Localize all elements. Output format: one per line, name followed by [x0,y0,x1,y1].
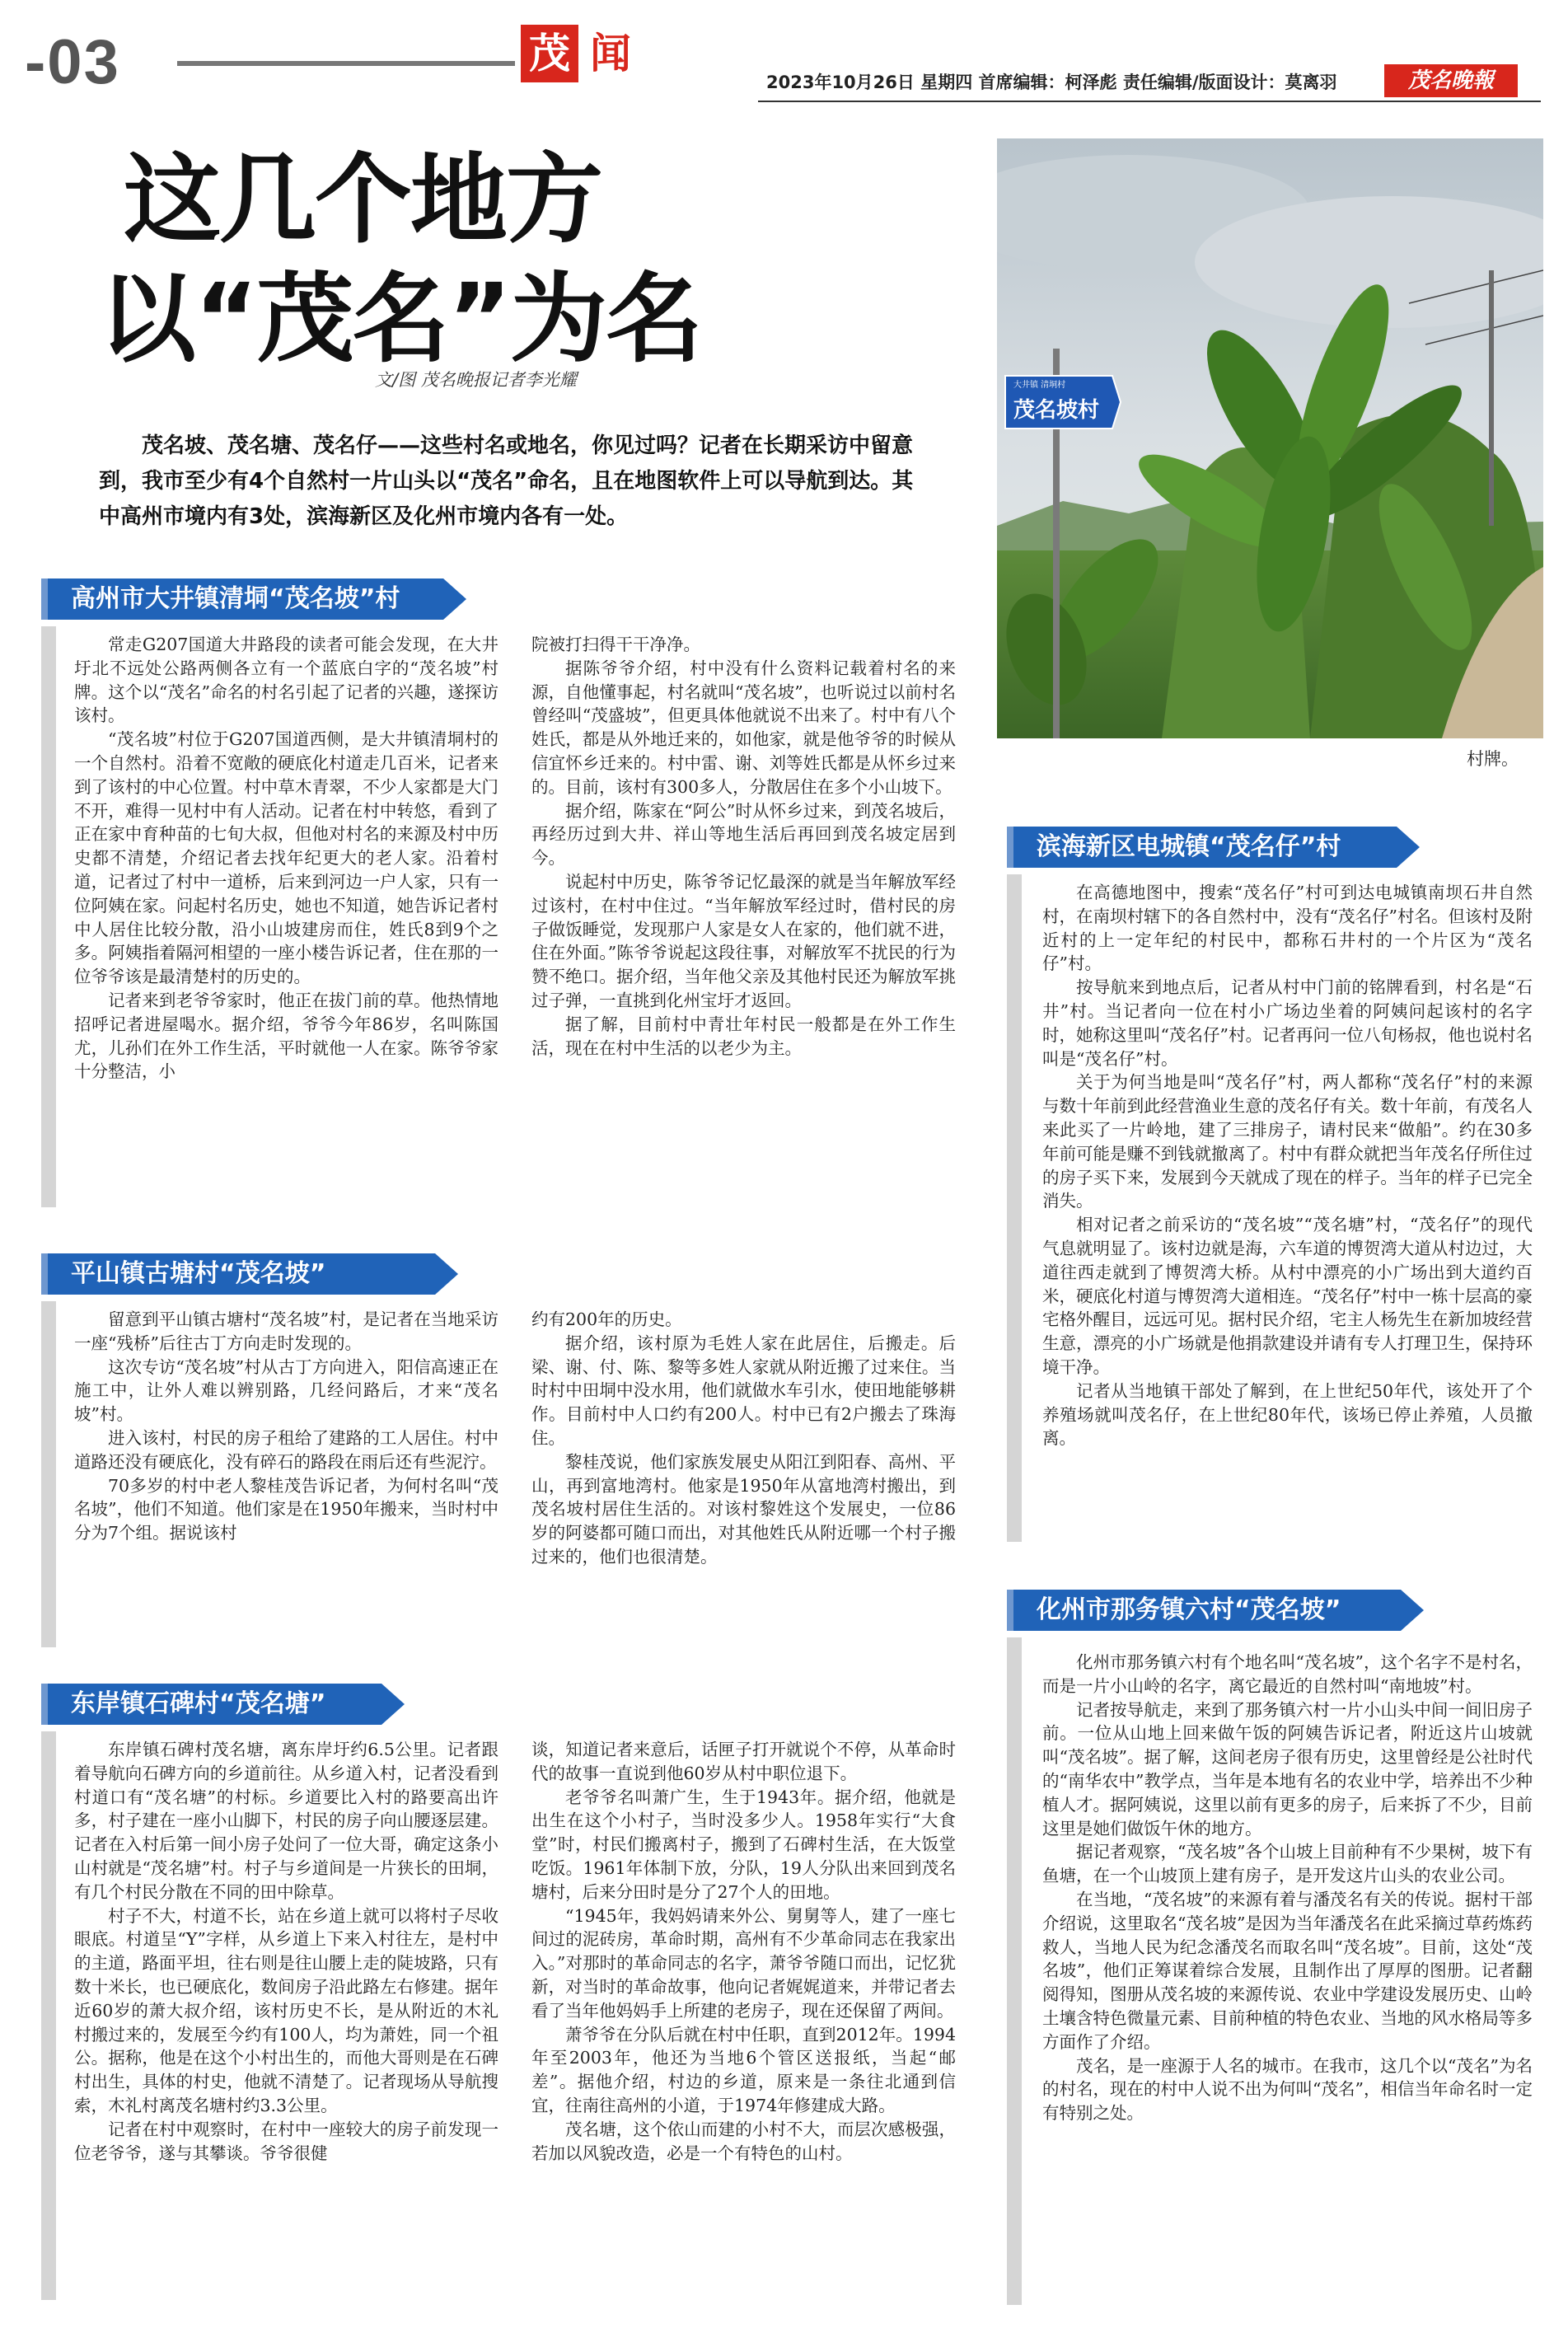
paragraph: 在高德地图中，搜索“茂名仔”村可到达电城镇南坝石井自然村，在南坝村辖下的各自然村中，没有“茂名仔”村名。但该村及附近村的上一定年纪的村民中，都称石井村的一个片区为“茂名仔”村。 [1042,883,1533,974]
section-2-title: 平山镇古塘村“茂名坡” [48,1253,435,1295]
paragraph: 据记者观察，“茂名坡”各个山坡上目前种有不少果树，坡下有鱼塘，在一个山坡顶上建有房子，是开发这片山头的农业公司。 [1042,1842,1533,1886]
section-3-rule [41,1731,56,2300]
section-4-rule [1007,874,1022,1542]
paragraph: 据陈爷爷介绍，村中没有什么资料记载着村名的来源，自他懂事起，村名就叫“茂名坡”，也听说过以前村名曾经叫“茂盛坡”，但更具体他就说不出来了。村中有八个姓氏，都是从外地迁来的，如他家，就是他爷爷的时候从信宜怀乡迁来的。村中雷、谢、刘等姓氏都是从怀乡过来的。目前，该村有300多人，分散居住在多个小山坡下。 [531,658,956,797]
section-1-title: 高州市大井镇清垌“茂名坡”村 [48,578,443,620]
headline-line-1: 这几个地方 [124,143,602,256]
paragraph: 据介绍，陈家在“阿公”时从怀乡过来，到茂名坡后，再经历过到大井、祥山等地生活后再回到茂名坡定居到今。 [531,800,956,869]
paragraph: “1945年，我妈妈请来外公、舅舅等人，建了一座七间过的泥砖房，革命时期，高州有不少革命同志在我家出入。”对那时的革命同志的名字，萧爷爷随口而出，记忆犹新，对当时的革命故事，他向记者娓娓道来，并带记者去看了当年他妈妈手上所建的老房子，现在还保留了两间。 [531,1905,956,2021]
issue-info: 2023年10月26日 星期四 首席编辑：柯泽彪 责任编辑/版面设计：莫离羽 [766,73,1337,92]
paragraph: 据介绍，该村原为毛姓人家在此居住，后搬走。后梁、谢、付、陈、黎等多姓人家就从附近搬了过来住。当时村中田垌中没水用，他们就做水车引水，使田地能够耕作。目前村中人口约有200人。村中已有2户搬去了珠海住。 [531,1333,956,1448]
paragraph: 常走G207国道大井路段的读者可能会发现，在大井圩北不远处公路两侧各立有一个蓝底白字的“茂名坡”村牌。这个以“茂名”命名的村名引起了记者的兴趣，遂探访该村。 [74,635,498,726]
section-2-column-1 [74,1308,498,1637]
section-2-column-2 [531,1308,956,1637]
paragraph: 约有200年的历史。 [531,1309,682,1329]
lead-paragraph: 茂名坡、茂名塘、茂名仔——这些村名或地名，你见过吗？记者在长期采访中留意到，我市至少有4个自然村一片山头以“茂名”命名，且在地图软件上可以导航到达。其中高州市境内有3处，滨海新区及化州市境内各有一处。 [99,433,914,529]
header-rule [758,101,1541,102]
paragraph: 茂名，是一座源于人名的城市。在我市，这几个以“茂名”为名的村名，现在的村中人说不出为何叫“茂名”，相信当年命名时一定有特别之处。 [1042,2055,1533,2124]
section-4-column [1042,881,1533,1561]
paragraph: 记者从当地镇干部处了解到，在上世纪50年代，该处开了个养殖场就叫茂名仔，在上世纪80年代，该场已停止养殖，人员撤离。 [1042,1380,1533,1449]
village-sign-photo [997,138,1543,738]
header-divider [177,61,515,66]
paragraph: 按导航来到地点后，记者从村中门前的铭牌看到，村名是“石井”村。当记者向一位在村小广场边坐着的阿姨问起该村的名字时，她称这里叫“茂名仔”村。记者再问一位八旬杨叔，他也说村名叫是“茂名仔”村。 [1042,977,1533,1069]
paragraph: 黎桂茂说，他们家族发展史从阳江到阳春、高州、平山，再到富地湾村。他家是1950年从富地湾村搬出，到茂名坡村居住生活的。对该村黎姓这个发展史，一位86岁的阿婆都可随口而出，对其他姓氏从附近哪一个村子搬过来的，他们也很清楚。 [531,1451,956,1567]
paragraph: 留意到平山镇古塘村“茂名坡”村，是记者在当地采访一座“残桥”后往古丁方向走时发现的。 [74,1309,498,1353]
page-number: -03 [25,27,120,97]
section-name-first: 茂 [521,25,578,82]
paragraph: 关于为何当地是叫“茂名仔”村，两人都称“茂名仔”村的来源与数十年前到此经营渔业生意的茂名仔有关。数十年前，有茂名人来此买了一片岭地，建了三排房子，请村民来“做船”。约在30多年前可能是赚不到钱就撤离了。村中有群众就把当年茂名仔所住过的房子买下来，发展到今天就成了现在的样子。当年的样子已完全消失。 [1042,1072,1533,1211]
sign-small-text: 大井镇 清垌村 [1013,381,1066,390]
paragraph: 记者按导航走，来到了那务镇六村一片小山头中间一间旧房子前。一位从山地上回来做午饭的阿姨告诉记者，附近这片山坡就叫“茂名坡”。据了解，这间老房子很有历史，这里曾经是公社时代的“南华农中”教学点，当年是本地有名的农业中学，培养出不少种植人才。据阿姨说，这里以前有更多的房子，后来拆了不少，目前这里是她们做饭午休的地方。 [1042,1699,1533,1839]
section-name-second: 闻 [590,30,631,77]
paragraph: 谈，知道记者来意后，话匣子打开就说个不停，从革命时代的故事一直说到他60岁从村中职位退下。 [531,1740,956,1783]
section-1-column-2 [531,633,956,1210]
section-3-column-1 [74,1738,498,2307]
paragraph: “茂名坡”村位于G207国道西侧，是大井镇清垌村的一个自然村。沿着不宽敞的硬底化村道走几百米，记者来到了该村的中心位置。村中草木青翠，不少人家都是大门不开，难得一见村中有人活动。记者在村中转悠，看到了正在家中育种苗的七旬大叔，但他对村名的来源及村中历史都不清楚，介绍记者去找年纪更大的老人家。沿着村道，记者过了村中一道桥，后来到河边一户人家，只有一位阿姨在家。问起村名历史，她也不知道，她告诉记者村中人居住比较分散，沿小山坡建房而住，姓氏8到9个之多。阿姨指着隔河相望的一座小楼告诉记者，住在那的一位爷爷该是最清楚村的历史的。 [74,729,498,987]
paragraph: 这次专访“茂名坡”村从古丁方向进入，阳信高速正在施工中，让外人难以辨别路，几经问路后，才来“茂名坡”村。 [74,1356,498,1425]
headline [99,140,702,379]
paragraph: 进入该村，村民的房子租给了建路的工人居住。村中道路还没有硬底化，没有碎石的路段在雨后还有些泥泞。 [74,1427,498,1472]
paragraph: 院被打扫得干干净净。 [531,635,700,654]
paragraph: 相对记者之前采访的“茂名坡”“茂名塘”村，“茂名仔”的现代气息就明显了。该村边就是海，六车道的博贺湾大道从村边过，大道往西走就到了博贺湾大桥。从村中漂亮的小广场出到大道约百米，硬底化村道与博贺湾大道相连。“茂名仔”村中一栋十层高的豪宅格外醒目，远远可见。据村民介绍，宅主人杨先生在新加坡经营生意，漂亮的小广场就是他捐款建设并请有专人打理卫生，保持环境干净。 [1042,1215,1533,1377]
paragraph: 据了解，目前村中青壮年村民一般都是在外工作生活，现在在村中生活的以老少为主。 [531,1014,956,1058]
section-1-column-1 [74,633,498,1210]
paragraph: 说起村中历史，陈爷爷记忆最深的就是当年解放军经过该村，在村中住过。“当年解放军经过时，借村民的房子做饭睡觉，发现那户人家是女人在家的，他们就不进，住在外面。”陈爷爷说起这段往事，对解放军不扰民的行为赞不绝口。据介绍，当年他父亲及其他村民还为解放军挑过子弹，一直挑到化州宝圩才返回。 [531,871,956,1010]
section-5-column [1042,1651,1533,2320]
paragraph: 村子不大，村道不长，站在乡道上就可以将村子尽收眼底。村道呈“Y”字样，从乡道上下来入村往左，是村中的主道，路面平坦，往右则是往山腰上走的陡坡路，只有数十米长，也已硬底化，数间房子沿此路左右修建。据年近60岁的萧大叔介绍，该村历史不长，是从附近的木礼村搬过来的，发展至今约有100人，均为萧姓，同一个祖公。据称，他是在这个小村出生的，而他大哥则是在石碑村出生，具体的村史，他就不清楚了。记者现场从导航搜索，木礼村离茂名塘村约3.3公里。 [74,1905,498,2115]
paragraph: 老爷爷名叫萧广生，生于1943年。据介绍，他就是出生在这个小村子，当时没多少人。1958年实行“大食堂”时，村民们搬离村子，搬到了石碑村生活，在大饭堂吃饭。1961年体制下放，分队，19人分队出来回到茂名塘村，后来分田时是分了27个人的田地。 [531,1787,956,1902]
paragraph: 70多岁的村中老人黎桂茂告诉记者，为何村名叫“茂名坡”，他们不知道。他们家是在1950年搬来，当时村中分为7个组。据说该村 [74,1475,498,1543]
paragraph: 萧爷爷在分队后就在村中任职，直到2012年。1994年至2003年，他还为当地6个管区送报纸，当起“邮差”。据他介绍，村边的乡道，原来是一条往北通到信宜，往南往高州的小道，于1974年修建成大路。 [531,2024,956,2115]
headline-line-2: 以“茂名”为名 [99,262,702,376]
paragraph: 记者在村中观察时，在村中一座较大的房子前发现一位老爷爷，遂与其攀谈。爷爷很健 [74,2119,498,2163]
section-5-title: 化州市那务镇六村“茂名坡” [1013,1590,1401,1631]
section-3-title: 东岸镇石碑村“茂名塘” [48,1684,381,1725]
paragraph: 记者来到老爷爷家时，他正在拔门前的草。他热情地招呼记者进屋喝水。据介绍，爷爷今年86岁，名叫陈国尤，儿孙们在外工作生活，平时就他一人在家。陈爷爷家十分整洁，小 [74,990,498,1082]
byline: 文/图 茂名晚报记者李光耀 [375,370,577,390]
newspaper-logo: 茂名晚報 [1384,64,1518,97]
section-4-title: 滨海新区电城镇“茂名仔”村 [1013,827,1397,868]
sign-village-name: 茂名坡村 [1013,398,1100,423]
section-3-column-2 [531,1738,956,2307]
section-2-rule [41,1301,56,1647]
section-1-rule [41,626,56,1207]
section-5-rule [1007,1637,1022,2305]
paragraph: 在当地，“茂名坡”的来源有着与潘茂名有关的传说。据村干部介绍说，这里取名“茂名坡”是因为当年潘茂名在此采摘过草药炼药救人，当地人民为纪念潘茂名而取名叫“茂名坡”。目前，这处“茂名坡”，他们正筹谋着综合发展，且制作出了厚厚的图册。记者翻阅得知，图册从茂名坡的来源传说、农业中学建设发展历史、山岭土壤含特色微量元素、目前种植的特色农业、当地的风水格局等多方面作了介绍。 [1042,1889,1533,2052]
paragraph: 东岸镇石碑村茂名塘，离东岸圩约6.5公里。记者跟着导航向石碑方向的乡道前往。从乡道入村，记者没看到村道口有“茂名塘”的村标。乡道要比入村的路要高出许多，村子建在一座小山脚下，村民的房子向山腰逐层建。记者在入村后第一间小房子处问了一位大哥，确定这条小山村就是“茂名塘”村。村子与乡道间是一片狭长的田垌，有几个村民分散在不同的田中除草。 [74,1740,498,1902]
paragraph: 化州市那务镇六村有个地名叫“茂名坡”，这个名字不是村名，而是一片小山岭的名字，离它最近的自然村叫“南地坡”村。 [1042,1652,1533,1696]
photo-caption: 村牌。 [1467,749,1519,769]
paragraph: 茂名塘，这个依山而建的小村不大，而层次感极强，若加以风貌改造，必是一个有特色的山村。 [531,2119,956,2163]
